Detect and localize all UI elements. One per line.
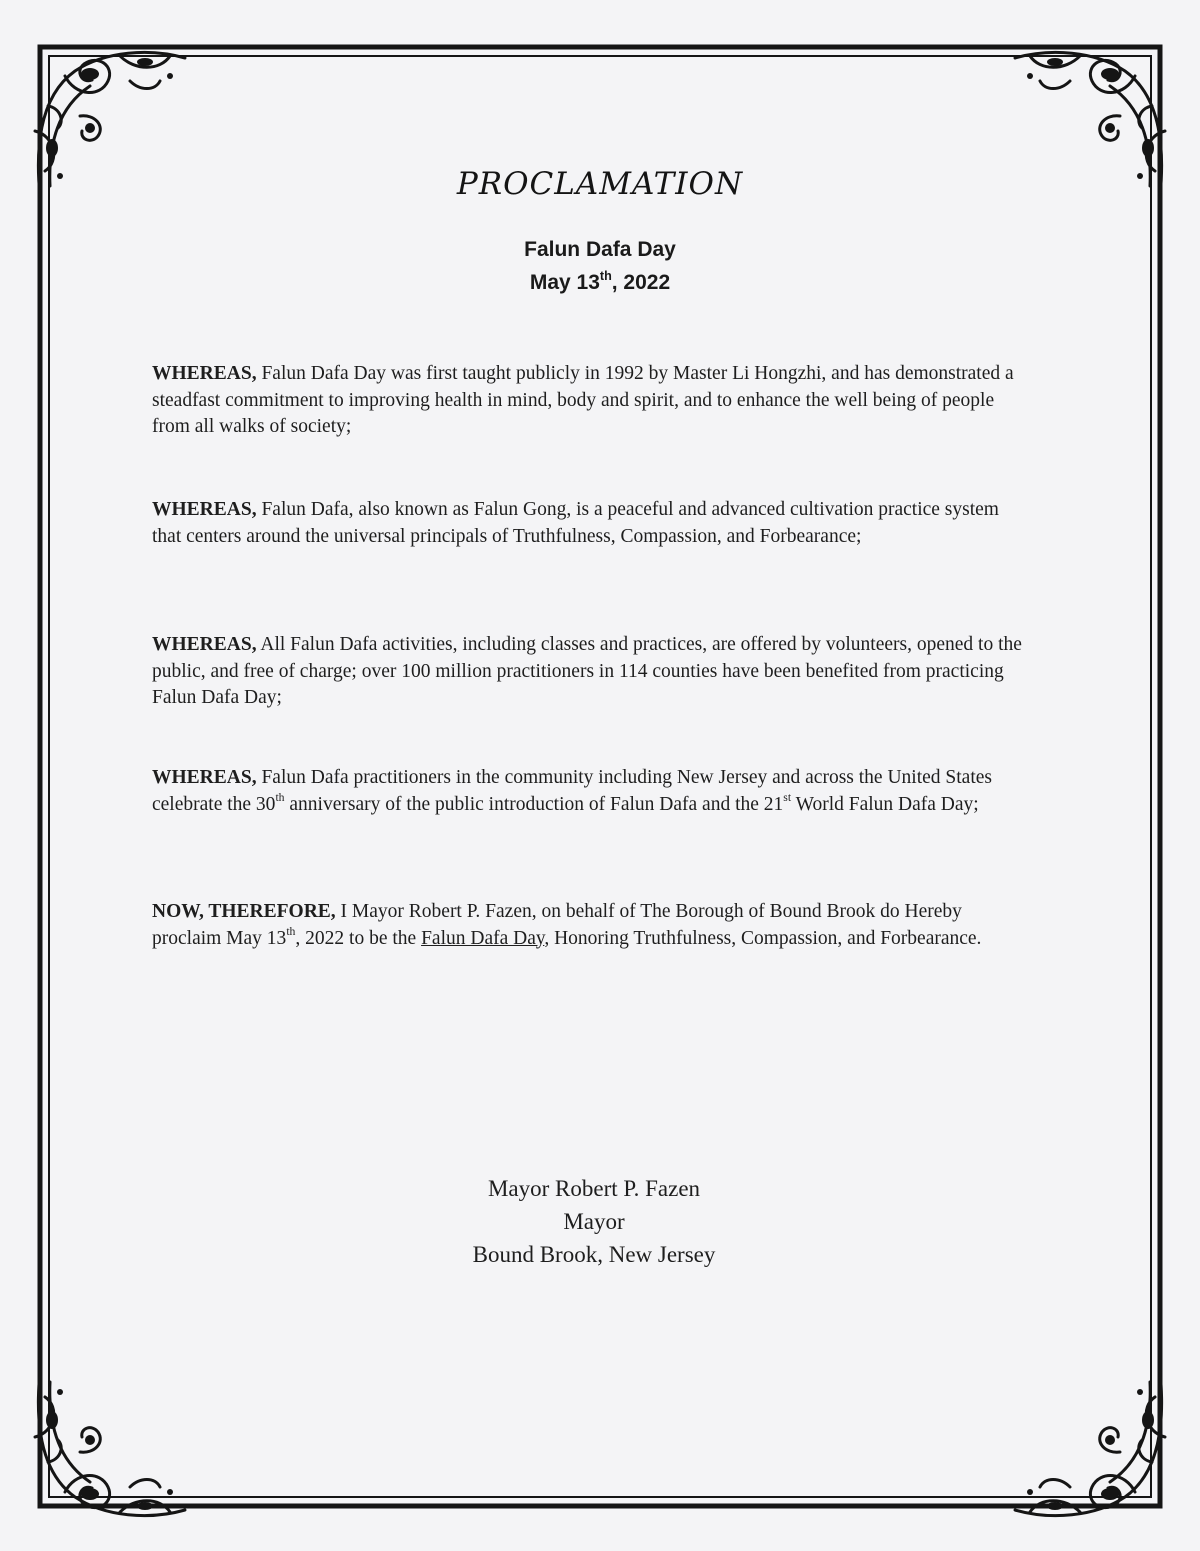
date-year: , 2022 (611, 271, 671, 294)
date-main: May 13 (529, 271, 600, 294)
whereas-paragraph-4 (152, 765, 1032, 818)
paragraph-text: , Honoring Truthfulness, Compassion, and Forbearance. (544, 927, 982, 949)
ordinal-suffix: st (783, 790, 792, 804)
paragraph-text: Falun Dafa, also known as Falun Gong, is a peaceful and advanced cultivation practice system that centers around the universal principals of Truthfulness, Compassion, and Forbearance; (152, 499, 999, 547)
paragraph-lead: WHEREAS, (152, 363, 257, 384)
document-title: PROCLAMATION (456, 166, 744, 202)
paragraph-lead: WHEREAS, (152, 767, 257, 788)
document-date (0, 268, 1200, 295)
signature-location: Bound Brook, New Jersey (472, 1242, 716, 1267)
whereas-paragraph-1 (152, 361, 1032, 441)
paragraph-lead: WHEREAS, (152, 634, 257, 655)
signature-name: Mayor Robert P. Fazen (487, 1176, 701, 1201)
whereas-paragraph-3 (152, 632, 1032, 712)
ornament-corner-icon (20, 1362, 190, 1532)
paragraph-text: Falun Dafa Day was first taught publicly in 1992 by Master Li Hongzhi, and has demonstrated a steadfast commitment to improving health in mind, body and spirit, and to enhance the well being of people from all walks of society; (152, 363, 1014, 437)
paragraph-lead: NOW, THEREFORE, (152, 901, 336, 922)
ordinal-suffix: th (286, 924, 296, 938)
signature-role: Mayor (563, 1209, 625, 1234)
paragraph-text: , 2022 to be the (295, 927, 422, 949)
therefore-paragraph (152, 899, 1032, 952)
paragraph-text: anniversary of the public introduction of Falun Dafa and the 21 (284, 793, 784, 815)
paragraph-text: All Falun Dafa activities, including classes and practices, are offered by volunteers, opened to the public, and free of charge; over 100 million practitioners in 114 counties have been benefited from practicing Falun Dafa Day; (152, 634, 1022, 708)
paragraph-text: World Falun Dafa Day; (791, 793, 979, 815)
paragraph-lead: WHEREAS, (152, 499, 257, 520)
ordinal-suffix: th (275, 790, 285, 804)
whereas-paragraph-2 (152, 497, 1032, 550)
paragraph-text: Falun Dafa practitioners in the community including New Jersey and across the United States celebrate the 30 (152, 767, 992, 815)
document-subtitle: Falun Dafa Day (524, 238, 676, 261)
date-ordinal: th (599, 268, 612, 283)
paragraph-text: I Mayor Robert P. Fazen, on behalf of The Borough of Bound Brook do Hereby proclaim May 13 (152, 901, 962, 949)
underlined-day-name: Falun Dafa Day (421, 927, 545, 949)
ornament-corner-icon (1010, 1362, 1180, 1532)
